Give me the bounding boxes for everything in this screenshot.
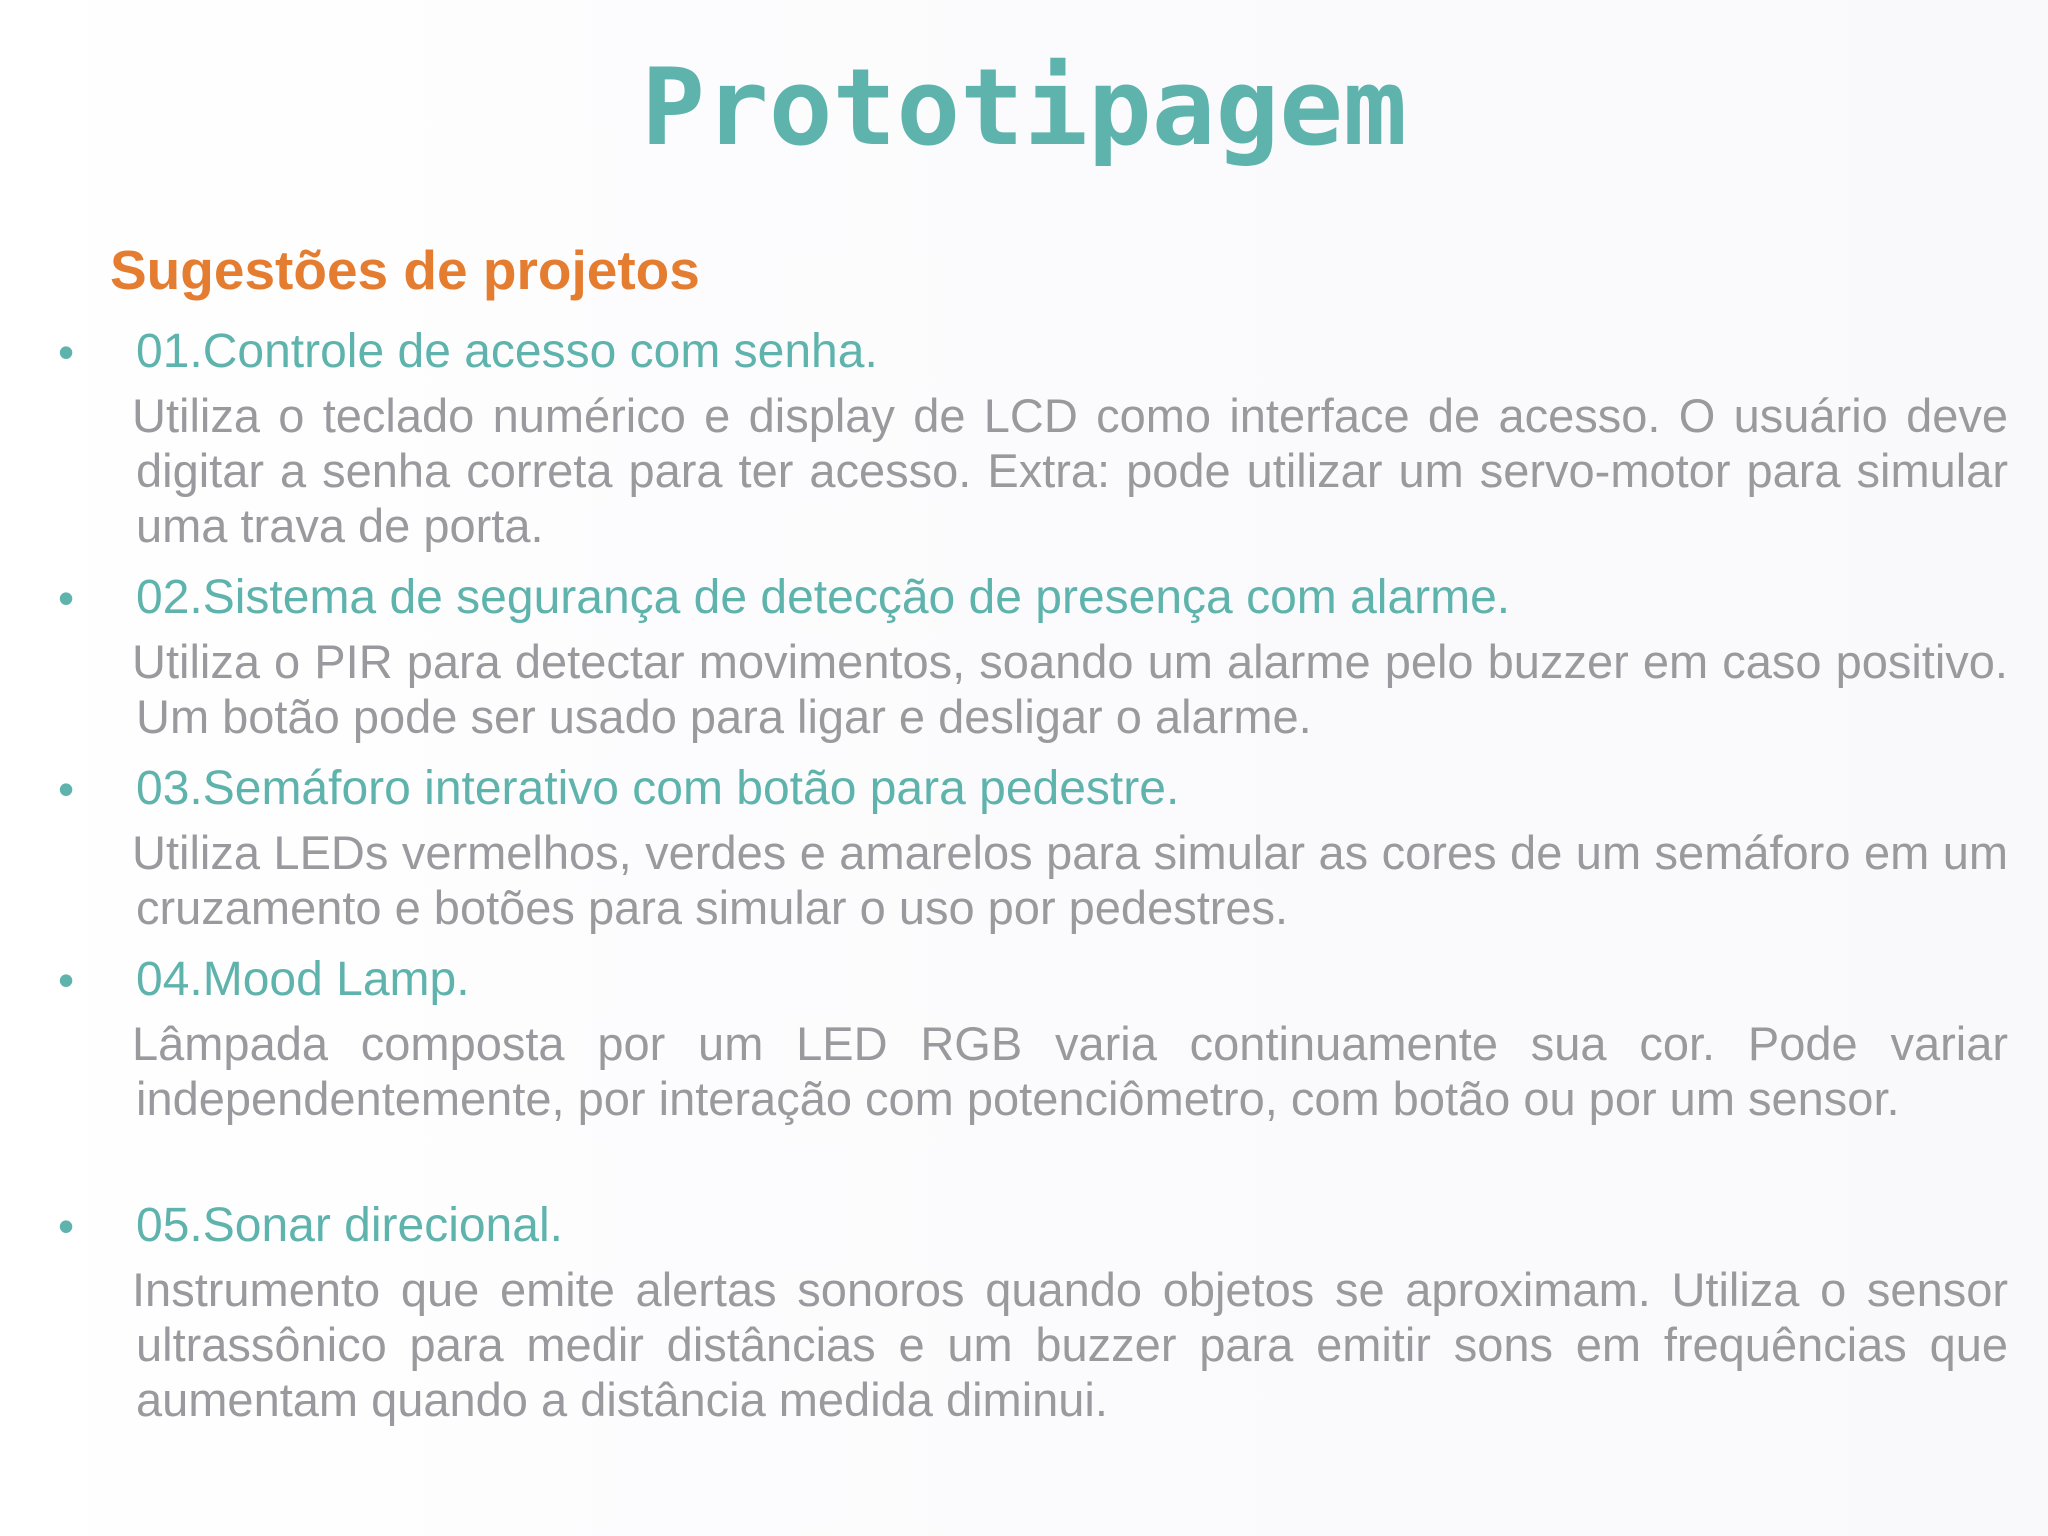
project-title: 05.Sonar direcional. [136,1199,563,1252]
project-title: 03.Semáforo interativo com botão para pedestre. [136,762,1180,815]
bullet-icon: • [58,326,75,378]
bullet-icon: • [58,954,75,1006]
bullet-icon: • [58,572,75,624]
bullet-icon: • [58,1200,75,1252]
project-description: Instrumento que emite alertas sonoros quando objetos se aproximam. Utiliza o sensor ultrassônico para medir distâncias e um buzzer para emitir sons em frequências que aumentam quando a distância medida diminui. [132,1263,2008,1426]
project-description: Lâmpada composta por um LED RGB varia continuamente sua cor. Pode variar independentemente, por interação com potenciômetro, com botão ou por um sensor. [132,1017,2008,1125]
slide-title: Prototipagem [641,46,1407,169]
bullet-icon: • [58,763,75,815]
project-description: Utiliza o teclado numérico e display de LCD como interface de acesso. O usuário deve digitar a senha correta para ter acesso. Extra: pode utilizar um servo-motor para simular uma trava de porta. [132,389,2008,552]
project-title: 02.Sistema de segurança de detecção de presença com alarme. [136,571,1511,624]
section-subtitle: Sugestões de projetos [110,239,700,301]
project-description: Utiliza o PIR para detectar movimentos, soando um alarme pelo buzzer em caso positivo. Um botão pode ser usado para ligar e desligar o alarme. [132,635,2008,743]
project-description: Utiliza LEDs vermelhos, verdes e amarelos para simular as cores de um semáforo em um cruzamento e botões para simular o uso por pedestres. [132,826,2008,934]
project-title: 01.Controle de acesso com senha. [136,325,878,378]
project-title: 04.Mood Lamp. [136,953,470,1006]
